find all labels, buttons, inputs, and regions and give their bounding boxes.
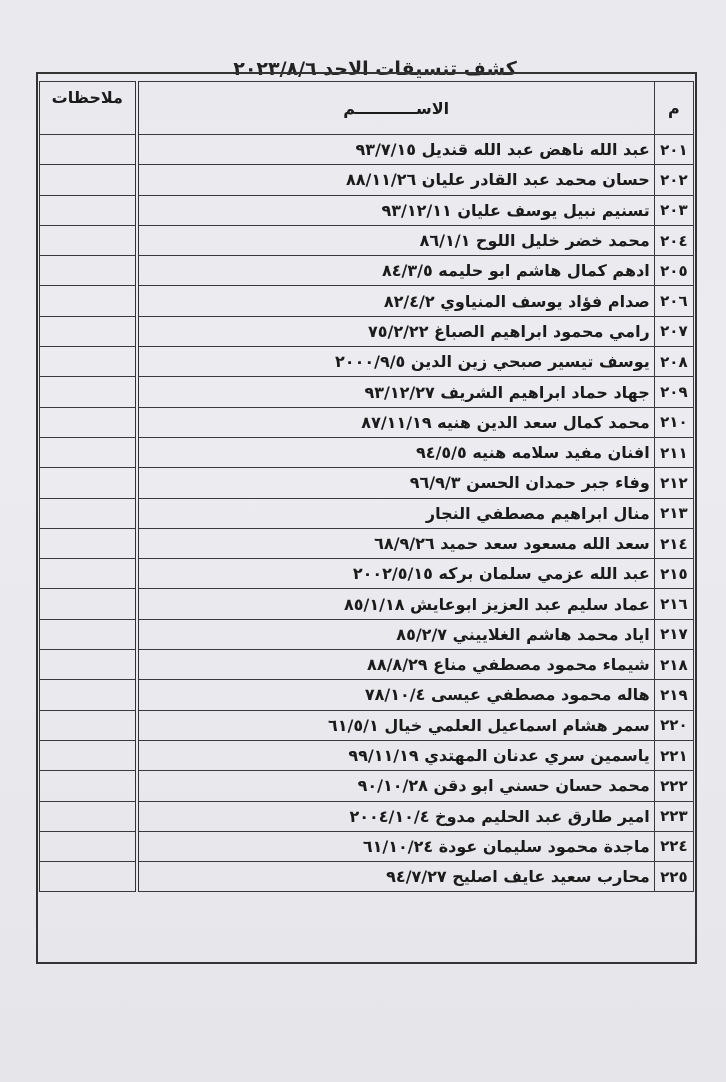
table-row xyxy=(40,135,694,165)
row-notes xyxy=(40,498,137,528)
row-name: رامي محمود ابراهيم الصباغ ٧٥/٢/٢٢ xyxy=(137,316,655,346)
table-row xyxy=(40,740,694,770)
row-name: صدام فؤاد يوسف المنياوي ٨٢/٤/٢ xyxy=(137,286,655,316)
row-number: ٢٠٩ xyxy=(654,377,693,407)
table-row xyxy=(40,437,694,467)
row-notes xyxy=(40,862,137,892)
row-notes xyxy=(40,468,137,498)
row-notes xyxy=(40,650,137,680)
row-name: حسان محمد عبد القادر عليان ٨٨/١١/٢٦ xyxy=(137,165,655,195)
row-number: ٢٠٥ xyxy=(654,256,693,286)
row-number: ٢١٧ xyxy=(654,619,693,649)
row-name: هاله محمود مصطفي عيسى ٧٨/١٠/٤ xyxy=(137,680,655,710)
table-row xyxy=(40,862,694,892)
table-row xyxy=(40,650,694,680)
row-name: يوسف تيسير صبحي زين الدين ٢٠٠٠/٩/٥ xyxy=(137,347,655,377)
row-number: ٢٢١ xyxy=(654,740,693,770)
row-name: سعد الله مسعود سعد حميد ٦٨/٩/٢٦ xyxy=(137,528,655,558)
table-row xyxy=(40,256,694,286)
column-header-name: الاســـــــــــم xyxy=(137,82,655,135)
row-notes xyxy=(40,528,137,558)
row-number: ٢١٨ xyxy=(654,650,693,680)
row-number: ٢٢٢ xyxy=(654,771,693,801)
row-name: تسنيم نبيل يوسف عليان ٩٣/١٢/١١ xyxy=(137,195,655,225)
table-row xyxy=(40,286,694,316)
row-number: ٢١٦ xyxy=(654,589,693,619)
row-number: ٢٢٥ xyxy=(654,862,693,892)
table-row xyxy=(40,680,694,710)
row-name: وفاء جبر حمدان الحسن ٩٦/٩/٣ xyxy=(137,468,655,498)
row-notes xyxy=(40,135,137,165)
row-notes xyxy=(40,165,137,195)
row-name: محمد كمال سعد الدين هنيه ٨٧/١١/١٩ xyxy=(137,407,655,437)
row-name: جهاد حماد ابراهيم الشريف ٩٣/١٢/٢٧ xyxy=(137,377,655,407)
table-row xyxy=(40,407,694,437)
table-row xyxy=(40,225,694,255)
row-notes xyxy=(40,801,137,831)
row-notes xyxy=(40,377,137,407)
header-row xyxy=(40,82,694,135)
row-notes xyxy=(40,710,137,740)
row-name: شيماء محمود مصطفي مناع ٨٨/٨/٢٩ xyxy=(137,650,655,680)
row-notes xyxy=(40,347,137,377)
row-number: ٢١٢ xyxy=(654,468,693,498)
row-number: ٢٠٧ xyxy=(654,316,693,346)
table-row xyxy=(40,498,694,528)
table-row xyxy=(40,801,694,831)
row-notes xyxy=(40,589,137,619)
row-notes xyxy=(40,771,137,801)
table-row xyxy=(40,559,694,589)
row-number: ٢١١ xyxy=(654,437,693,467)
table-row xyxy=(40,710,694,740)
row-number: ٢٢٣ xyxy=(654,801,693,831)
column-header-notes: ملاحظات xyxy=(40,82,137,135)
row-number: ٢٠٣ xyxy=(654,195,693,225)
row-name: اياد محمد هاشم الغلاييني ٨٥/٢/٧ xyxy=(137,619,655,649)
table-row xyxy=(40,195,694,225)
row-notes xyxy=(40,195,137,225)
row-number: ٢١٠ xyxy=(654,407,693,437)
row-number: ٢٠٦ xyxy=(654,286,693,316)
row-number: ٢٠٨ xyxy=(654,347,693,377)
table-row xyxy=(40,589,694,619)
row-number: ٢١٥ xyxy=(654,559,693,589)
table-row xyxy=(40,528,694,558)
row-notes xyxy=(40,316,137,346)
row-name: محمد خضر خليل اللوح ٨٦/١/١ xyxy=(137,225,655,255)
row-name: امير طارق عبد الحليم مدوخ ٢٠٠٤/١٠/٤ xyxy=(137,801,655,831)
row-notes xyxy=(40,740,137,770)
row-name: ياسمين سري عدنان المهتدي ٩٩/١١/١٩ xyxy=(137,740,655,770)
table-row xyxy=(40,377,694,407)
roster-body xyxy=(40,135,694,892)
row-notes xyxy=(40,437,137,467)
row-number: ٢١٤ xyxy=(654,528,693,558)
table-row xyxy=(40,347,694,377)
row-number: ٢٠٢ xyxy=(654,165,693,195)
row-notes xyxy=(40,619,137,649)
row-name: عبد الله ناهض عبد الله قنديل ٩٣/٧/١٥ xyxy=(137,135,655,165)
document-title: كشف تنسيقات الاحد ٢٠٢٣/٨/٦ xyxy=(233,58,517,80)
row-number: ٢١٩ xyxy=(654,680,693,710)
table-row xyxy=(40,771,694,801)
row-notes xyxy=(40,559,137,589)
row-name: سمر هشام اسماعيل العلمي خيال ٦١/٥/١ xyxy=(137,710,655,740)
row-name: منال ابراهيم مصطفي النجار xyxy=(137,498,655,528)
row-name: افنان مفيد سلامه هنيه ٩٤/٥/٥ xyxy=(137,437,655,467)
row-notes xyxy=(40,256,137,286)
roster-table xyxy=(39,81,694,892)
row-name: ماجدة محمود سليمان عودة ٦١/١٠/٢٤ xyxy=(137,831,655,861)
column-header-number: م xyxy=(654,82,693,135)
row-number: ٢٢٠ xyxy=(654,710,693,740)
row-name: ادهم كمال هاشم ابو حليمه ٨٤/٣/٥ xyxy=(137,256,655,286)
table-row xyxy=(40,619,694,649)
row-number: ٢١٣ xyxy=(654,498,693,528)
row-number: ٢٠٤ xyxy=(654,225,693,255)
row-name: محمد حسان حسني ابو دقن ٩٠/١٠/٢٨ xyxy=(137,771,655,801)
table-row xyxy=(40,831,694,861)
row-number: ٢٢٤ xyxy=(654,831,693,861)
row-notes xyxy=(40,286,137,316)
row-notes xyxy=(40,225,137,255)
row-name: محارب سعيد عايف اصليح ٩٤/٧/٢٧ xyxy=(137,862,655,892)
row-name: عماد سليم عبد العزيز ابوعايش ٨٥/١/١٨ xyxy=(137,589,655,619)
row-name: عبد الله عزمي سلمان بركه ٢٠٠٢/٥/١٥ xyxy=(137,559,655,589)
table-row xyxy=(40,316,694,346)
table-row xyxy=(40,165,694,195)
row-number: ٢٠١ xyxy=(654,135,693,165)
row-notes xyxy=(40,831,137,861)
row-notes xyxy=(40,680,137,710)
row-notes xyxy=(40,407,137,437)
table-row xyxy=(40,468,694,498)
